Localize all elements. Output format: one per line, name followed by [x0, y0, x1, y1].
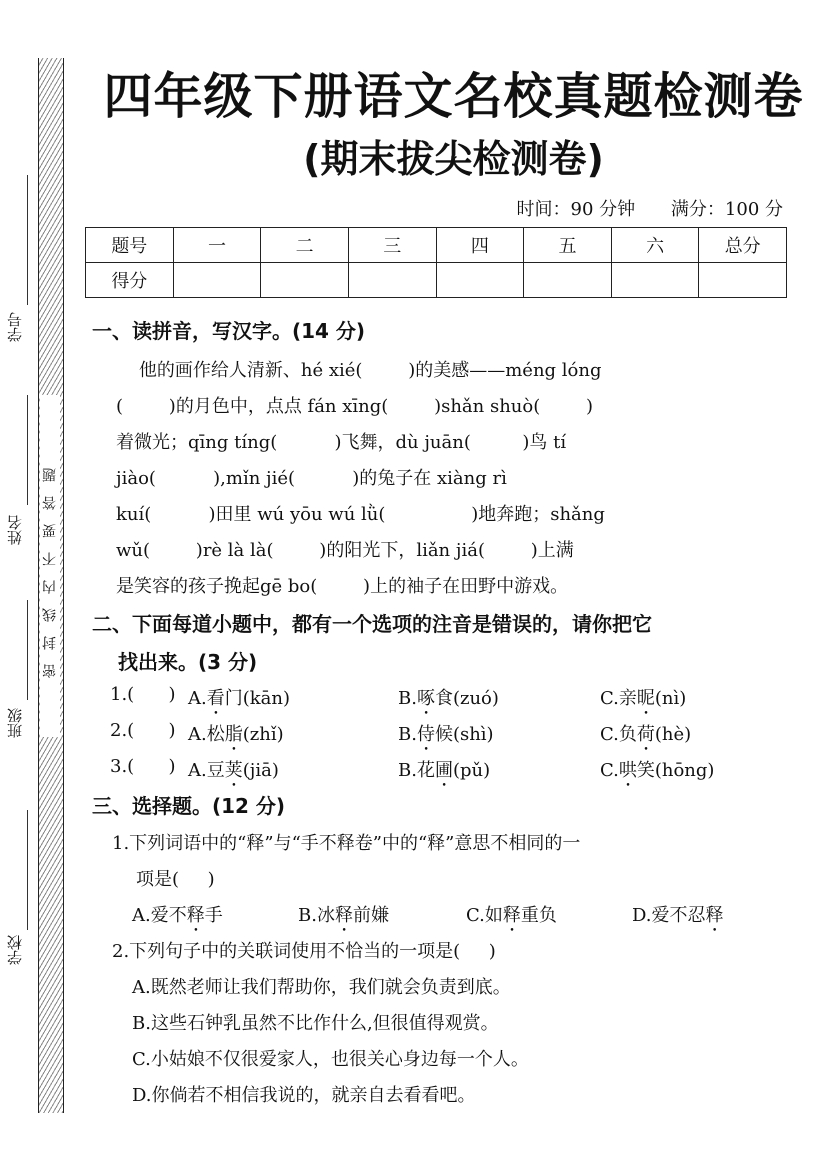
- name-label: 姓名: [6, 515, 24, 545]
- question-stem: 1.下列词语中的“释”与“手不释卷”中的“释”意思不相同的一: [112, 833, 581, 854]
- class-line[interactable]: [27, 600, 28, 700]
- option-text: 手: [204, 905, 223, 926]
- score-table-score-row: [86, 263, 787, 298]
- option-text: C.亲: [600, 688, 637, 709]
- option-text: 食(zuó): [434, 688, 499, 709]
- student-id-label: 学号: [6, 312, 24, 342]
- question-number: 3.( ): [110, 756, 176, 777]
- seal-notice: 密封线内不要答题: [40, 395, 60, 737]
- option-text: A.豆: [188, 760, 225, 781]
- option-b: [398, 756, 490, 791]
- option-text: B.: [398, 724, 417, 745]
- section1-line: 着微光；qīng tíng( )飞舞，dù juān( )鸟 tí: [116, 432, 567, 453]
- option-d: [632, 901, 724, 936]
- score-cell[interactable]: [436, 263, 524, 298]
- table-cell: 六: [611, 228, 699, 263]
- score-cell[interactable]: [261, 263, 349, 298]
- option-text: A.: [188, 688, 207, 709]
- dotted-char: 释: [334, 905, 353, 926]
- option-d: D.你倘若不相信我说的，就亲自去看看吧。: [132, 1085, 476, 1106]
- table-cell: 题号: [86, 228, 174, 263]
- dotted-char: 荚: [224, 760, 243, 781]
- section1-line: 是笑容的孩子挽起gē bo( )上的袖子在田野中游戏。: [116, 576, 569, 597]
- school-label: 学校: [6, 935, 24, 965]
- option-text: (jiā): [242, 760, 279, 781]
- table-cell: 总分: [699, 228, 787, 263]
- section1-line: 他的画作给人清新、hé xié( )的美感——méng lóng: [116, 360, 602, 381]
- time-limit: 时间：90 分钟: [516, 199, 636, 220]
- score-cell[interactable]: [699, 263, 787, 298]
- option-text: C.如: [466, 905, 503, 926]
- option-b: [398, 684, 499, 719]
- option-c: [466, 901, 557, 936]
- page-title: 四年级下册语文名校真题检测卷: [103, 68, 804, 125]
- table-cell: 一: [173, 228, 261, 263]
- option-text: 前嫌: [352, 905, 389, 926]
- dotted-char: 释: [186, 905, 205, 926]
- option-c: [600, 756, 714, 791]
- option-b: B.这些石钟乳虽然不比作什么,但很值得观赏。: [132, 1013, 499, 1034]
- option-c: C.小姑娘不仅很爱家人，也很关心身边每一个人。: [132, 1049, 529, 1070]
- option-text: C.: [600, 760, 619, 781]
- option-text: (zhǐ): [242, 724, 284, 745]
- section1-line: jiào( ),mǐn jié( )的兔子在 xiàng rì: [116, 468, 507, 489]
- section1-line: kuí( )田里 wú yōu wú lǜ( )地奔跑；shǎng: [116, 504, 605, 525]
- page-subtitle: (期末拔尖检测卷): [303, 137, 604, 181]
- dotted-char: 昵: [636, 688, 655, 709]
- option-a: [188, 720, 284, 755]
- section2-heading-cont: 找出来。(3 分): [118, 650, 258, 674]
- option-b: [398, 720, 494, 755]
- option-text: (nì): [654, 688, 687, 709]
- option-text: C.负: [600, 724, 637, 745]
- section1-line: ( )的月色中，点点 fán xīng( )shǎn shuò( ): [116, 396, 594, 417]
- option-c: [600, 684, 686, 719]
- question-stem-cont: 项是( ): [136, 869, 215, 890]
- dotted-char: 释: [705, 905, 724, 926]
- class-label: 班级: [6, 708, 24, 738]
- option-a: [188, 756, 279, 791]
- dotted-char: 侍: [416, 724, 435, 745]
- option-text: B.: [398, 688, 417, 709]
- option-a: [132, 901, 223, 936]
- option-text: 候(shì): [434, 724, 494, 745]
- option-b: [298, 901, 389, 936]
- option-text: (hè): [654, 724, 692, 745]
- score-table: [85, 227, 787, 298]
- option-a: [188, 684, 290, 719]
- option-text: (pǔ): [452, 760, 491, 781]
- option-text: D.爱不忍: [632, 905, 706, 926]
- section1-line: wǔ( )rè là là( )的阳光下，liǎn jiá( )上满: [116, 540, 574, 561]
- score-cell[interactable]: [348, 263, 436, 298]
- question-stem: 2.下列句子中的关联词使用不恰当的一项是( ): [112, 941, 496, 962]
- table-cell: 四: [436, 228, 524, 263]
- dotted-char: 脂: [224, 724, 243, 745]
- dotted-char: 释: [502, 905, 521, 926]
- option-text: A.松: [188, 724, 225, 745]
- exam-meta: [487, 195, 783, 221]
- option-text: 笑(hōng): [636, 760, 715, 781]
- option-text: A.爱不: [132, 905, 187, 926]
- dotted-char: 圃: [434, 760, 453, 781]
- score-table-header-row: [86, 228, 787, 263]
- score-cell[interactable]: [173, 263, 261, 298]
- option-text: 门(kān): [224, 688, 291, 709]
- score-cell[interactable]: [524, 263, 612, 298]
- dotted-char: 荷: [636, 724, 655, 745]
- dotted-char: 看: [206, 688, 225, 709]
- section3-heading: 三、选择题。(12 分): [92, 794, 286, 818]
- option-c: [600, 720, 691, 755]
- table-cell: 三: [348, 228, 436, 263]
- table-cell: 五: [524, 228, 612, 263]
- question-number: 1.( ): [110, 684, 176, 705]
- table-cell: 得分: [86, 263, 174, 298]
- option-text: B.冰: [298, 905, 335, 926]
- dotted-char: 啄: [416, 688, 435, 709]
- question-number: 2.( ): [110, 720, 176, 741]
- table-cell: 二: [261, 228, 349, 263]
- option-text: B.花: [398, 760, 435, 781]
- full-score: 满分：100 分: [670, 199, 783, 220]
- dotted-char: 哄: [618, 760, 637, 781]
- option-a: A.既然老师让我们帮助你，我们就会负责到底。: [132, 977, 511, 998]
- student-id-line[interactable]: [27, 175, 28, 305]
- score-cell[interactable]: [611, 263, 699, 298]
- section2-heading: 二、下面每道小题中，都有一个选项的注音是错误的，请你把它: [92, 612, 652, 636]
- name-line[interactable]: [27, 395, 28, 505]
- option-text: 重负: [520, 905, 557, 926]
- school-line[interactable]: [27, 810, 28, 930]
- section1-heading: 一、读拼音，写汉字。(14 分): [92, 319, 366, 343]
